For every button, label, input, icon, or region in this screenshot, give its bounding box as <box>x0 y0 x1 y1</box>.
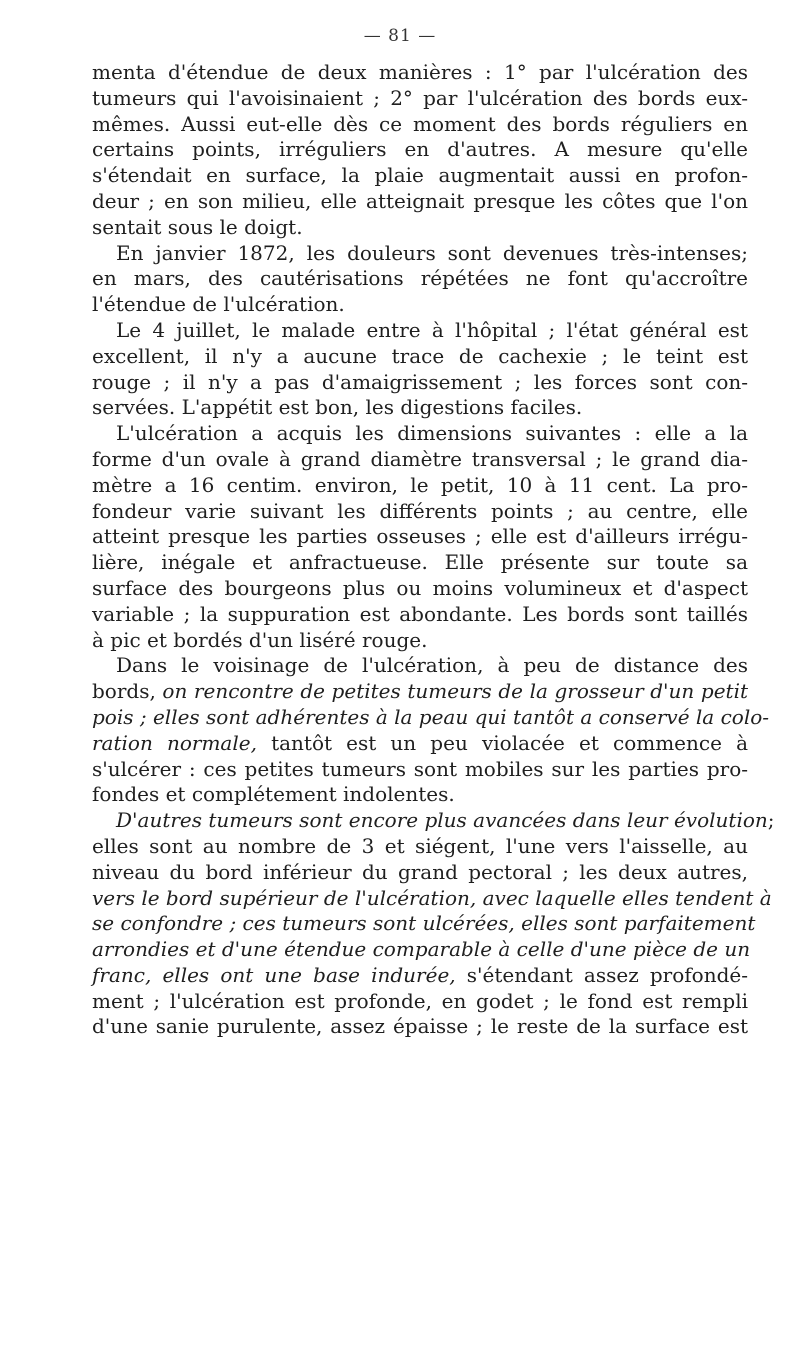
text-line <box>92 550 748 576</box>
text-run: forme d'un ovale à grand diamètre transversal ; le grand dia- <box>92 446 748 471</box>
text-line <box>92 137 748 163</box>
text-line <box>92 576 748 602</box>
text-run: fondes et complétement indolentes. <box>92 782 455 807</box>
text-line <box>92 266 748 292</box>
text-run: surface des bourgeons plus ou moins volumineux et d'aspect <box>92 575 748 600</box>
italic-run: pois ; elles sont adhérentes à la peau qui tantôt a conservé la colo- <box>92 704 770 729</box>
text-line <box>92 937 751 963</box>
text-run: s'étendait en surface, la plaie augmentait aussi en profon- <box>92 163 748 188</box>
italic-run: ration normale, <box>92 730 257 755</box>
text-run: menta d'étendue de deux manières : 1° par l'ulcération des <box>92 60 748 84</box>
text-line <box>92 163 748 189</box>
text-line <box>92 731 748 757</box>
text-run: sentait sous le doigt. <box>92 214 303 239</box>
text-run: fondeur varie suivant les différents points ; au centre, elle <box>92 498 748 523</box>
text-run: variable ; la suppuration est abondante. Les bords sont taillés <box>92 601 748 626</box>
text-run: niveau du bord inférieur du grand pectoral ; les deux autres, <box>92 859 748 884</box>
text-run: ment ; l'ulcération est profonde, en godet ; le fond est rempli <box>92 988 748 1013</box>
text-line <box>92 241 748 267</box>
text-line <box>92 653 748 679</box>
text-line <box>92 395 748 421</box>
text-line <box>92 602 748 628</box>
italic-run: se confondre ; ces tumeurs sont ulcérées, elles sont parfaitement <box>92 911 756 936</box>
text-line <box>92 524 748 550</box>
text-run: d'une sanie purulente, assez épaisse ; le reste de la surface est <box>92 1014 748 1039</box>
text-line <box>92 447 748 473</box>
text-run: l'étendue de l'ulcération. <box>92 292 345 317</box>
italic-run: D'autres tumeurs sont encore plus avancées dans leur évolution <box>116 808 768 833</box>
text-run: s'étendant assez profondé- <box>455 962 748 987</box>
text-run: excellent, il n'y a aucune trace de cachexie ; le teint est <box>92 343 748 368</box>
text-line <box>92 911 756 937</box>
text-line <box>92 679 748 705</box>
text-line <box>92 112 748 138</box>
text-line <box>92 189 748 215</box>
text-line <box>92 989 748 1015</box>
text-line <box>92 344 748 370</box>
text-line <box>92 499 748 525</box>
text-run: à pic et bordés d'un liséré rouge. <box>92 627 428 652</box>
text-run: deur ; en son milieu, elle atteignait presque les côtes que l'on <box>92 188 748 213</box>
text-run: tantôt est un peu violacée et commence à <box>256 730 748 755</box>
text-run: mêmes. Aussi eut-elle dès ce moment des bords réguliers en <box>92 111 748 136</box>
text-run: atteint presque les parties osseuses ; elle est d'ailleurs irrégu- <box>92 524 748 549</box>
text-run: ; <box>767 808 775 833</box>
text-run: en mars, des cautérisations répétées ne font qu'accroître <box>92 266 748 291</box>
text-run: certains points, irréguliers en d'autres. A mesure qu'elle <box>92 137 748 162</box>
text-line <box>92 885 772 912</box>
text-line <box>92 704 770 731</box>
text-line <box>92 757 748 783</box>
text-run: bords, <box>92 679 163 704</box>
text-line <box>92 292 748 318</box>
italic-run: arrondies et d'une étendue comparable à celle d'une pièce de un <box>92 937 751 962</box>
text-run: mètre a 16 centim. environ, le petit, 10 à 11 cent. La pro- <box>92 472 748 497</box>
text-run: En janvier 1872, les douleurs sont devenues très-intenses; <box>116 240 748 265</box>
text-line <box>92 215 748 241</box>
text-run: rouge ; il n'y a pas d'amaigrissement ; les forces sont con- <box>92 369 748 394</box>
italic-run: franc, elles ont une base indurée, <box>92 962 456 987</box>
text-line <box>92 860 748 886</box>
text-run: Le 4 juillet, le malade entre à l'hôpital ; l'état général est <box>116 317 748 342</box>
body-text <box>92 60 775 1040</box>
text-run: Dans le voisinage de l'ulcération, à peu de distance des <box>116 653 748 678</box>
text-run: tumeurs qui l'avoisinaient ; 2° par l'ulcération des bords eux- <box>92 85 748 110</box>
text-line <box>92 318 748 344</box>
text-line <box>92 370 748 396</box>
text-line <box>92 421 748 447</box>
text-run: L'ulcération a acquis les dimensions suivantes : elle a la <box>116 421 748 446</box>
text-line <box>92 628 748 654</box>
text-line <box>92 834 748 860</box>
text-line <box>92 473 748 499</box>
text-line <box>92 60 748 86</box>
text-run: s'ulcérer : ces petites tumeurs sont mobiles sur les parties pro- <box>92 756 748 781</box>
italic-run: on rencontre de petites tumeurs de la grosseur d'un petit <box>162 679 749 704</box>
text-line <box>92 782 748 808</box>
text-run: elles sont au nombre de 3 et siégent, l'une vers l'aisselle, au <box>92 833 748 858</box>
text-line <box>92 1014 748 1040</box>
text-run: servées. L'appétit est bon, les digestions faciles. <box>92 395 583 420</box>
page-number: — 81 — <box>363 26 437 46</box>
text-line <box>92 808 775 834</box>
italic-run: vers le bord supérieur de l'ulcération, avec laquelle elles tendent à <box>92 885 772 910</box>
text-run: lière, inégale et anfractueuse. Elle présente sur toute sa <box>92 550 748 575</box>
text-line <box>92 86 748 112</box>
text-line <box>92 963 748 989</box>
